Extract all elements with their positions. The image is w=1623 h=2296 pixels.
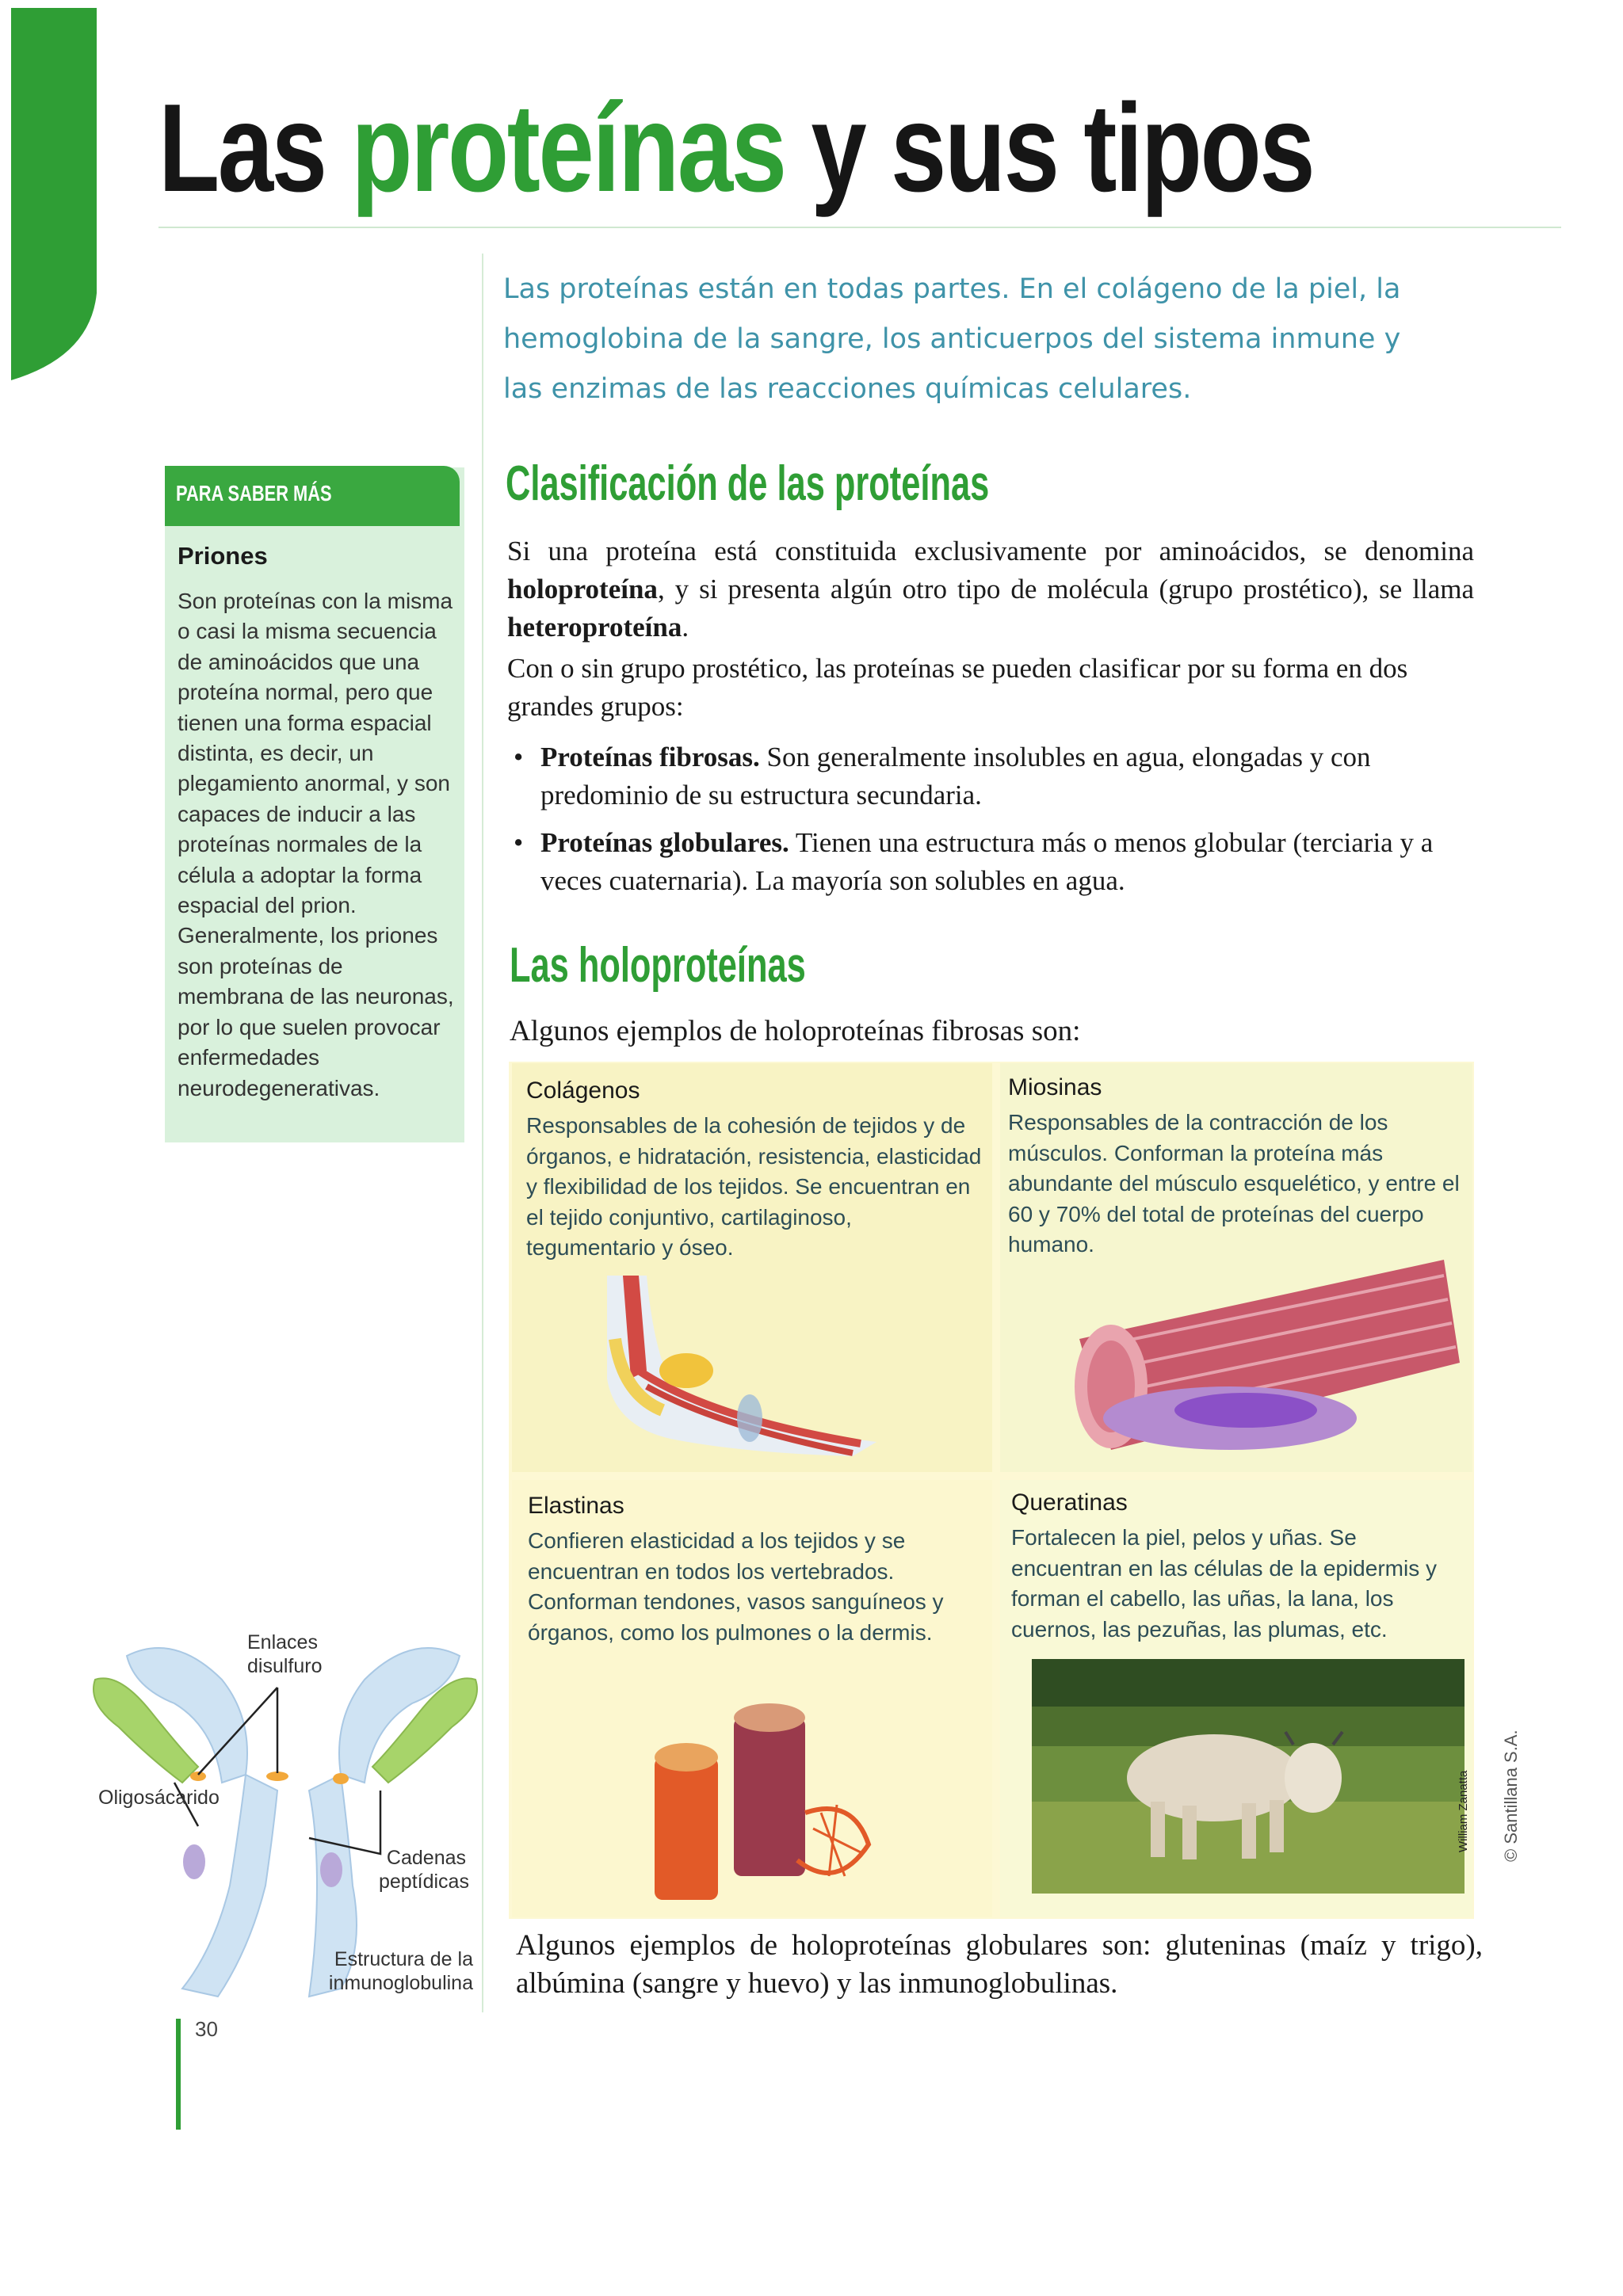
blood-vessels-illustration	[631, 1694, 884, 1908]
sidebar-title: Priones	[178, 542, 268, 570]
example-cell-myosin	[1000, 1063, 1472, 1472]
example-name: Miosinas	[1008, 1074, 1102, 1100]
example-cell-collagen	[512, 1063, 992, 1472]
term-heteroproteina: heteroproteína	[507, 612, 682, 643]
foot-tendons-illustration	[591, 1276, 892, 1466]
example-cell-keratin	[1000, 1480, 1472, 1917]
page-title: Las proteínas y sus tipos	[158, 78, 1314, 218]
diagram-caption: Estructura de la inmunoglobulina	[328, 1948, 473, 1994]
term-holoproteina: holoproteína	[507, 574, 658, 605]
example-name: Colágenos	[526, 1077, 640, 1104]
example-name: Queratinas	[1011, 1489, 1128, 1516]
holoproteins-intro: Algunos ejemplos de holoproteínas fibrosas son:	[510, 1015, 1081, 1047]
sidebar-body: Son proteínas con la misma o casi la misma secuencia de aminoácidos que una proteína normal, pero que tienen una forma espacial distinta, es decir, un plegamiento anormal, y son capaces de inducir a las proteínas normales de la célula a adoptar la forma espacial del prion. Generalmente, los priones son proteínas de membrana de las neuronas, por lo que suelen provocar enfermedades neurodegenerativas.	[178, 589, 454, 1100]
section-title-classification: Clasificación de las proteínas	[506, 456, 990, 511]
globular-examples-paragraph: Algunos ejemplos de holoproteínas globulares son: gluteninas (maíz y trigo), albúmina (sangre y huevo) y las inmunoglobulinas.	[516, 1929, 1483, 2000]
example-description: Responsables de la cohesión de tejidos y de órganos, e hidratación, resistencia, elasticidad y flexibilidad de los tejidos. Se encuentran en el tejido conjuntivo, cartilaginoso, tegumentario y óseo.	[526, 1113, 982, 1260]
title-divider	[158, 227, 1561, 228]
example-description: Fortalecen la piel, pelos y uñas. Se encuentran en las células de la epidermis y forman el cabello, las uñas, la lana, los cuernos, las pezuñas, las plumas, etc.	[1011, 1525, 1437, 1642]
classification-paragraph-1: Si una proteína está constituida exclusivamente por aminoácidos, se denomina holoproteína, y si presenta algún otro tipo de molécula (grupo prostético), se llama heteroproteína.	[507, 536, 1474, 643]
photo-credit: William Zanatta	[1457, 1770, 1470, 1852]
classification-paragraph-2: Con o sin grupo prostético, las proteínas se pueden clasificar por su forma en dos grandes grupos:	[507, 653, 1408, 722]
copyright-notice: © Santillana S.A.	[1501, 1730, 1521, 1862]
page-number-bar	[176, 2019, 181, 2130]
page-number: 30	[195, 2017, 218, 2041]
label-oligosaccharide: Oligosácarido	[98, 1787, 220, 1809]
page-title-accent: proteínas	[351, 78, 785, 218]
label-disulfide-bonds: Enlaces disulfuro	[247, 1631, 323, 1677]
muscle-fiber-illustration	[1048, 1244, 1460, 1458]
header-green-tab	[11, 8, 100, 380]
example-name: Elastinas	[528, 1493, 624, 1519]
example-description: Confieren elasticidad a los tejidos y se encuentran en todos los vertebrados. Conforman tendones, vasos sanguíneos y órganos, como los pulmones o la dermis.	[528, 1528, 944, 1645]
bullet-globular: • Proteínas globulares. Tienen una estructura más o menos globular (terciaria y a veces cuaternaria). La mayoría son solubles en agua.	[514, 827, 1434, 896]
label-peptide-chains: Cadenas peptídicas	[379, 1847, 469, 1893]
cow-photo	[1032, 1659, 1465, 1894]
example-description: Responsables de la contracción de los músculos. Conforman la proteína más abundante del músculo esquelético, y entre el 60 y 70% del total de proteínas del cuerpo humano.	[1008, 1110, 1460, 1257]
sidebar-header-label: PARA SABER MÁS	[176, 481, 332, 505]
example-cell-elastin	[512, 1480, 992, 1917]
intro-text: Las proteínas están en todas partes. En el colágeno de la piel, la hemoglobina de la sangre, los anticuerpos del sistema inmune y las enzimas de las reacciones químicas celulares.	[503, 273, 1401, 405]
bullet-fibrous: • Proteínas fibrosas. Son generalmente insolubles en agua, elongadas y con predominio de su estructura secundaria.	[514, 742, 1371, 810]
section-title-holoproteins: Las holoproteínas	[510, 938, 806, 993]
